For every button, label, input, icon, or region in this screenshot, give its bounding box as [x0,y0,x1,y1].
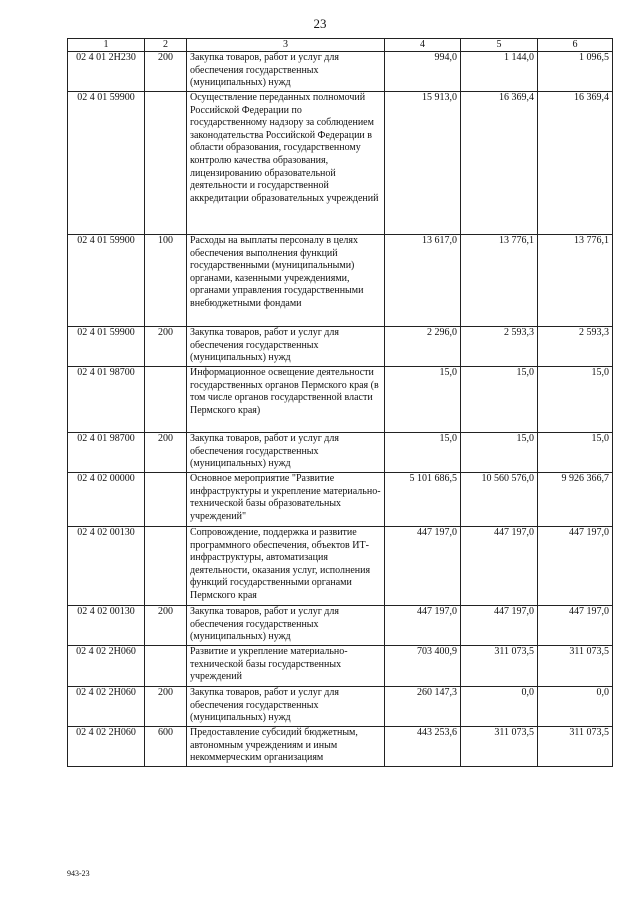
expense-type [145,473,187,527]
header-row [68,39,613,52]
budget-code: 02 4 01 59900 [68,327,145,367]
amount-col6: 447 197,0 [538,527,613,606]
table-row [68,235,613,327]
budget-table [67,38,613,767]
column-header: 6 [538,39,613,52]
column-header: 3 [187,39,385,52]
amount-col6: 9 926 366,7 [538,473,613,527]
column-header: 5 [461,39,538,52]
amount-col6: 13 776,1 [538,235,613,327]
document-footer-code: 943-23 [67,869,90,878]
budget-code: 02 4 02 2Н060 [68,727,145,767]
amount-col4: 443 253,6 [385,727,461,767]
expense-type [145,646,187,687]
column-header: 2 [145,39,187,52]
expense-type: 200 [145,687,187,727]
amount-col4: 260 147,3 [385,687,461,727]
amount-col5: 13 776,1 [461,235,538,327]
amount-col6: 2 593,3 [538,327,613,367]
budget-code: 02 4 02 00000 [68,473,145,527]
table-row [68,606,613,646]
amount-col5: 2 593,3 [461,327,538,367]
amount-col6: 0,0 [538,687,613,727]
table-row [68,646,613,687]
amount-col5: 447 197,0 [461,606,538,646]
budget-code: 02 4 02 00130 [68,606,145,646]
expense-type: 100 [145,235,187,327]
table-row [68,92,613,235]
amount-col4: 703 400,9 [385,646,461,687]
amount-col5: 15,0 [461,433,538,473]
column-header: 1 [68,39,145,52]
amount-col4: 5 101 686,5 [385,473,461,527]
budget-code: 02 4 01 98700 [68,433,145,473]
expense-type [145,367,187,433]
description: Предоставление субсидий бюджетным, автономным учреждениям и иным некоммерческим организациям [187,727,385,767]
amount-col4: 447 197,0 [385,606,461,646]
amount-col5: 0,0 [461,687,538,727]
amount-col4: 994,0 [385,52,461,92]
amount-col6: 1 096,5 [538,52,613,92]
description: Информационное освещение деятельности государственных органов Пермского края (в том числе органов государственной власти Пермского края) [187,367,385,433]
description: Закупка товаров, работ и услуг для обеспечения государственных (муниципальных) нужд [187,327,385,367]
expense-type: 600 [145,727,187,767]
description: Осуществление переданных полномочий Российской Федерации по государственному надзору за соблюдением законодательства Российской Федерации в области образования, государственному контролю качества образования, лицензированию образовательной деятельности и государственной аккредитации образовательных учреждений [187,92,385,235]
table-row [68,327,613,367]
budget-code: 02 4 02 2Н060 [68,687,145,727]
amount-col5: 16 369,4 [461,92,538,235]
table-row [68,473,613,527]
description: Закупка товаров, работ и услуг для обеспечения государственных (муниципальных) нужд [187,52,385,92]
amount-col6: 16 369,4 [538,92,613,235]
amount-col4: 15,0 [385,433,461,473]
expense-type: 200 [145,606,187,646]
amount-col4: 15 913,0 [385,92,461,235]
description: Закупка товаров, работ и услуг для обеспечения государственных (муниципальных) нужд [187,433,385,473]
amount-col6: 447 197,0 [538,606,613,646]
expense-type: 200 [145,433,187,473]
budget-code: 02 4 01 59900 [68,235,145,327]
expense-type [145,92,187,235]
description: Закупка товаров, работ и услуг для обеспечения государственных (муниципальных) нужд [187,606,385,646]
page-number: 23 [313,16,327,31]
budget-code: 02 4 01 98700 [68,367,145,433]
amount-col4: 447 197,0 [385,527,461,606]
amount-col6: 311 073,5 [538,646,613,687]
budget-code: 02 4 02 2Н060 [68,646,145,687]
amount-col5: 10 560 576,0 [461,473,538,527]
amount-col5: 311 073,5 [461,646,538,687]
column-header: 4 [385,39,461,52]
description: Сопровождение, поддержка и развитие программного обеспечения, объектов ИТ-инфраструктуры, автоматизация деятельности, оказания услуг, исполнения функций государственными органами Пермского края [187,527,385,606]
expense-type: 200 [145,327,187,367]
amount-col4: 2 296,0 [385,327,461,367]
amount-col5: 1 144,0 [461,52,538,92]
description: Развитие и укрепление материально-технической базы государственных учреждений [187,646,385,687]
description: Основное мероприятие "Развитие инфраструктуры и укрепление материально-технической базы образовательных учреждений" [187,473,385,527]
amount-col4: 13 617,0 [385,235,461,327]
table-row [68,52,613,92]
budget-code: 02 4 02 00130 [68,527,145,606]
description: Закупка товаров, работ и услуг для обеспечения государственных (муниципальных) нужд [187,687,385,727]
table-row [68,433,613,473]
amount-col5: 447 197,0 [461,527,538,606]
table-row [68,687,613,727]
amount-col5: 311 073,5 [461,727,538,767]
table-row [68,727,613,767]
amount-col4: 15,0 [385,367,461,433]
expense-type: 200 [145,52,187,92]
table-row [68,527,613,606]
amount-col6: 15,0 [538,367,613,433]
budget-code: 02 4 01 59900 [68,92,145,235]
amount-col6: 311 073,5 [538,727,613,767]
budget-code: 02 4 01 2Н230 [68,52,145,92]
amount-col5: 15,0 [461,367,538,433]
description: Расходы на выплаты персоналу в целях обеспечения выполнения функций государственными (муниципальными) органами, казенными учреждениями, органами управления государственными внебюджетными фондами [187,235,385,327]
expense-type [145,527,187,606]
amount-col6: 15,0 [538,433,613,473]
table-row [68,367,613,433]
